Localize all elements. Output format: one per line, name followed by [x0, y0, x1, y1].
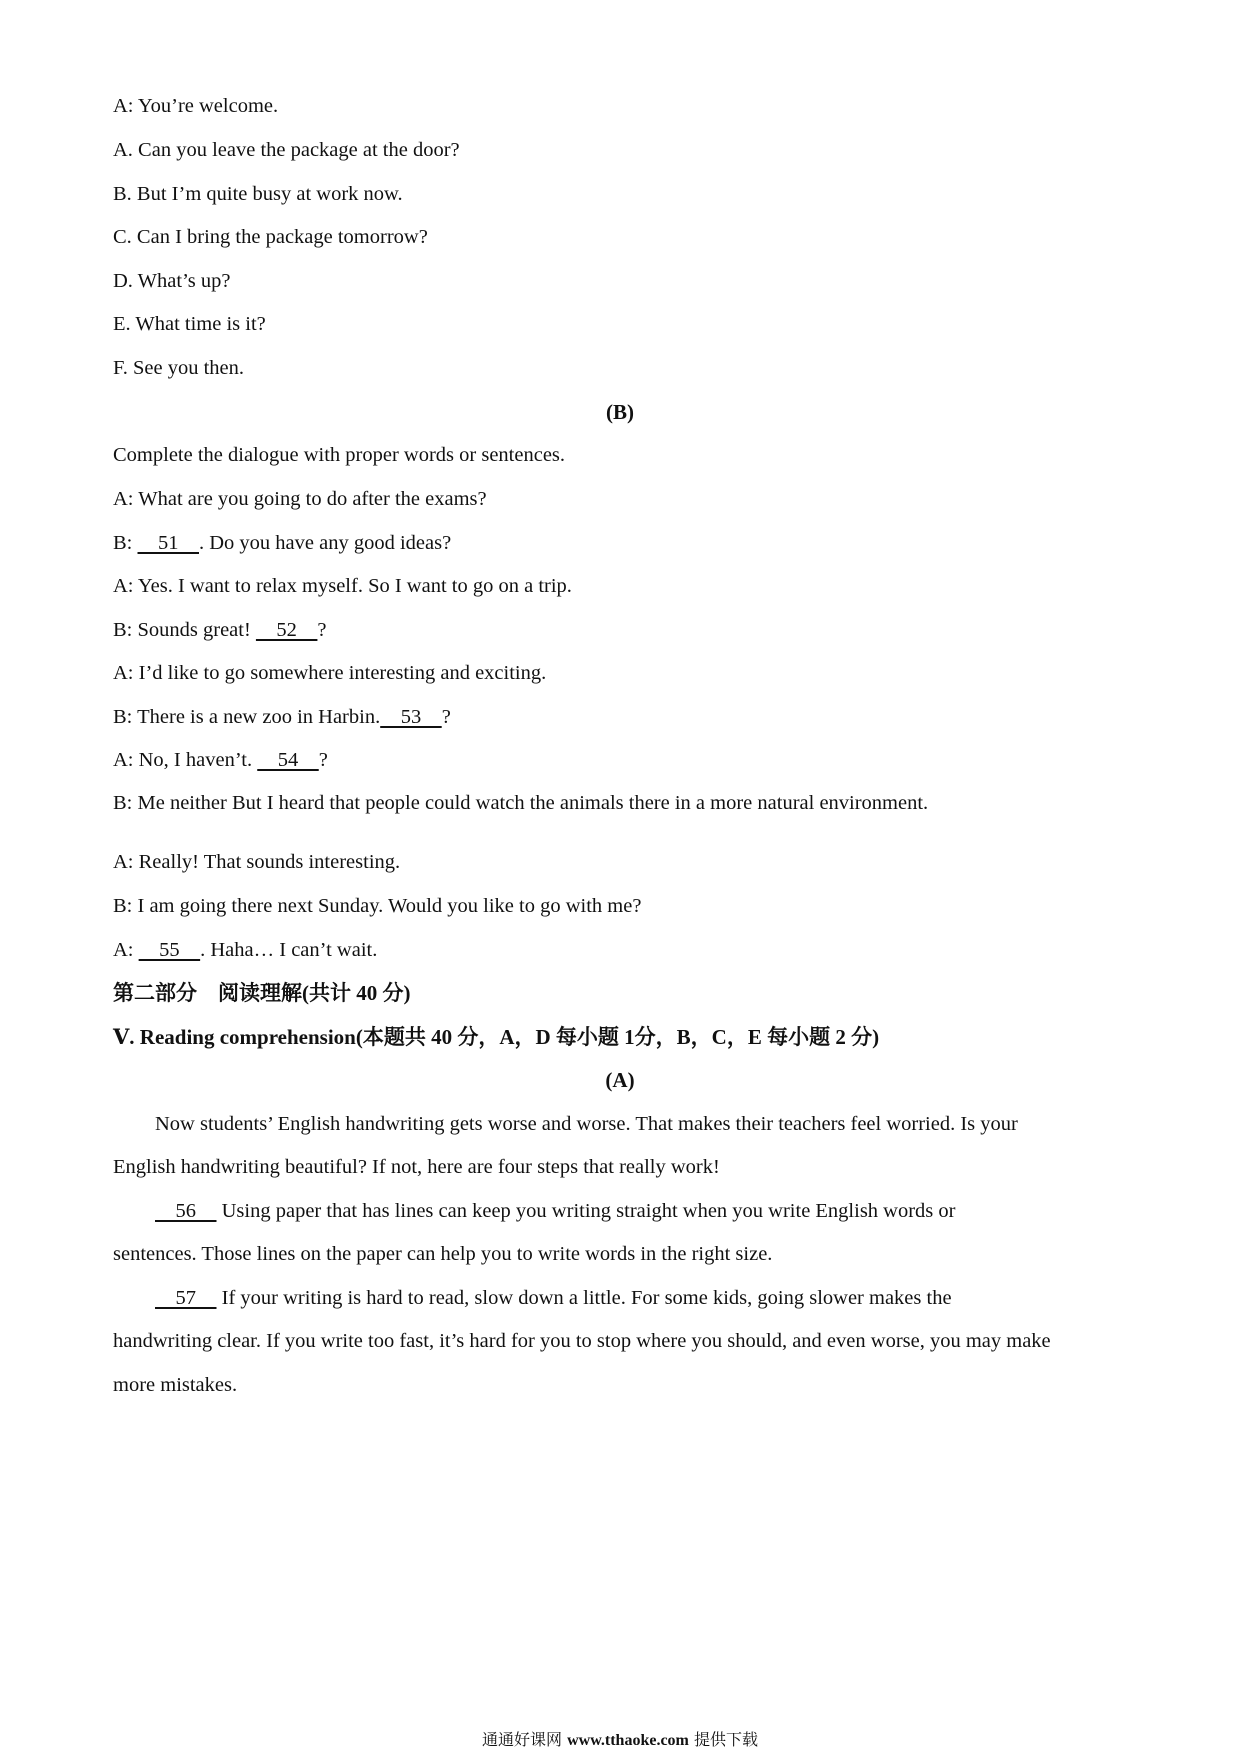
answer-blank-53: 53: [380, 706, 442, 728]
footer-prefix: 通通好课网: [482, 1730, 563, 1749]
option-e: E. What time is it?: [113, 313, 266, 335]
dialogue-line: B: There is a new zoo in Harbin. 53 ?: [113, 703, 451, 731]
page-footer: [0, 1730, 1240, 1751]
dialogue-line: A: I’d like to go somewhere interesting and exciting.: [113, 662, 547, 684]
dialogue-line: A: No, I haven’t. 54 ?: [113, 746, 328, 774]
dialogue-line: A: Yes. I want to relax myself. So I want to go on a trip.: [113, 575, 572, 597]
passage-line: 57 If your writing is hard to read, slow down a little. For some kids, going slower makes the: [155, 1284, 952, 1312]
passage-line: Now students’ English handwriting gets worse and worse. That makes their teachers feel worried. Is your: [155, 1113, 1018, 1135]
option-c: C. Can I bring the package tomorrow?: [113, 226, 428, 248]
dialogue-line: B: Me neither But I heard that people could watch the animals there in a more natural environment.: [113, 792, 929, 814]
dialogue-line: A: What are you going to do after the exams?: [113, 488, 487, 510]
answer-blank-51: 51: [137, 532, 199, 554]
option-d: D. What’s up?: [113, 270, 231, 292]
dialogue-line: B: Sounds great! 52 ?: [113, 616, 327, 644]
dialogue-line: B: I am going there next Sunday. Would you like to go with me?: [113, 895, 642, 917]
dialogue-line: A: Really! That sounds interesting.: [113, 851, 401, 873]
dialogue-line: A: 55 . Haha… I can’t wait.: [113, 936, 377, 964]
option-a: A. Can you leave the package at the door?: [113, 139, 460, 161]
passage-line: handwriting clear. If you write too fast, it’s hard for you to stop where you should, and even worse, you may make: [113, 1330, 1051, 1352]
option-b: B. But I’m quite busy at work now.: [113, 183, 403, 205]
footer-url[interactable]: www.tthaoke.com: [567, 1732, 689, 1749]
footer-suffix: 提供下载: [693, 1730, 758, 1749]
section-a-heading: (A): [605, 1068, 635, 1092]
answer-blank-56: 56: [155, 1200, 217, 1222]
section-b-instruction: Complete the dialogue with proper words or sentences.: [113, 444, 566, 466]
dialogue-reply-line: A: You’re welcome.: [113, 95, 279, 117]
passage-line: sentences. Those lines on the paper can help you to write words in the right size.: [113, 1243, 773, 1265]
option-f: F. See you then.: [113, 357, 245, 379]
section-b-heading: (B): [606, 400, 634, 424]
dialogue-line: B: 51 . Do you have any good ideas?: [113, 529, 451, 557]
section-v-title: Ⅴ. Reading comprehension(本题共 40 分，A，D 每小题 1分，B，C，E 每小题 2 分): [113, 1025, 880, 1049]
passage-line: 56 Using paper that has lines can keep you writing straight when you write English words or: [155, 1197, 956, 1225]
part-two-title: 第二部分 阅读理解(共计 40 分): [113, 981, 411, 1005]
passage-line: English handwriting beautiful? If not, here are four steps that really work!: [113, 1156, 720, 1178]
answer-blank-54: 54: [257, 749, 319, 771]
passage-line: more mistakes.: [113, 1374, 238, 1396]
answer-blank-57: 57: [155, 1287, 217, 1309]
answer-blank-55: 55: [138, 939, 201, 961]
answer-blank-52: 52: [255, 619, 318, 641]
